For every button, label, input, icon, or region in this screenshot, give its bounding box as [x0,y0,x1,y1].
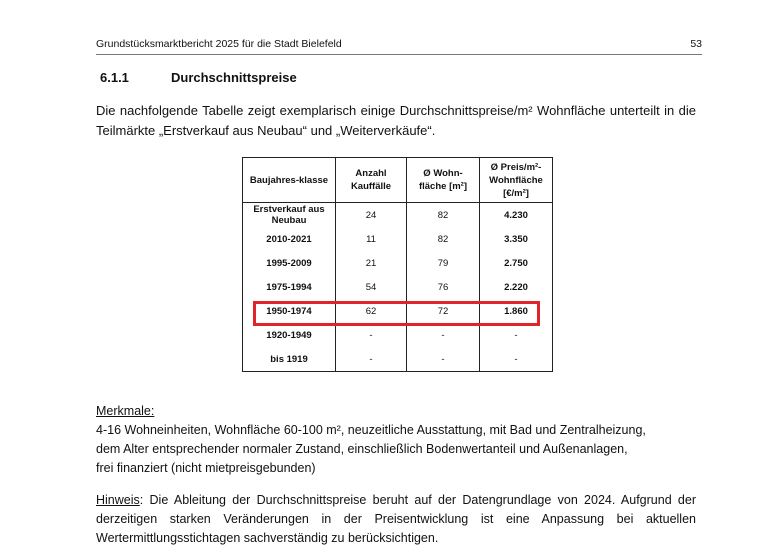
table-cell: 1.860 [480,299,553,323]
header-cell-anzahl: Anzahl Kauffälle [336,158,407,203]
section-heading [100,70,297,85]
table-header-row [243,158,553,203]
header-cell-wohnflaeche: Ø Wohn-fläche [m²] [407,158,480,203]
note-label: Hinweis [96,493,140,507]
table-cell: bis 1919 [243,347,336,372]
table-cell: 1950-1974 [243,299,336,323]
table-cell: 2.750 [480,251,553,275]
table-cell: 54 [336,275,407,299]
table-row [243,323,553,347]
table-cell: - [407,347,480,372]
price-table-container [242,157,553,372]
table-cell: - [336,347,407,372]
table-cell: 79 [407,251,480,275]
table-row [243,275,553,299]
table-cell: 11 [336,227,407,251]
features-line: frei finanziert (nicht mietpreisgebunden) [96,461,316,475]
table-row [243,347,553,372]
page-header [96,38,702,55]
intro-paragraph: Die nachfolgende Tabelle zeigt exemplarisch einige Durchschnittspreise/m² Wohnfläche unterteilt in die Teilmärkte „Erstverkauf aus Neubau“ und „Weiterverkäufe“. [96,103,696,138]
page-number: 53 [690,38,702,50]
features-block [96,402,716,478]
section-number: 6.1.1 [100,70,129,85]
features-line: dem Alter entsprechender normaler Zustand, einschließlich Bodenwertanteil und Außenanlagen, [96,442,628,456]
note-paragraph [96,491,696,548]
table-cell: 2010-2021 [243,227,336,251]
table-cell: 72 [407,299,480,323]
price-table [242,157,553,372]
table-cell: - [407,323,480,347]
table-cell: Erstverkauf aus Neubau [243,203,336,228]
table-cell: 76 [407,275,480,299]
header-title: Grundstücksmarktbericht 2025 für die Stadt Bielefeld [96,38,342,50]
table-row [243,203,553,228]
table-cell: - [480,323,553,347]
table-cell: 2.220 [480,275,553,299]
table-row [243,251,553,275]
section-title: Durchschnittspreise [171,70,297,85]
table-cell: 3.350 [480,227,553,251]
table-cell: 82 [407,227,480,251]
table-row [243,227,553,251]
header-cell-baujahresklasse: Baujahres-klasse [243,158,336,203]
table-cell: - [480,347,553,372]
features-label: Merkmale: [96,404,155,418]
note-text: : Die Ableitung der Durchschnittspreise beruht auf der Datengrundlage von 2024. Aufgrund der derzeitigen starken Veränderungen in der Preisentwicklung ist eine Anpassung bei aktuellen Wertermittlungsstichtagen sachverständig zu berücksichtigen. [96,493,696,545]
table-cell: 24 [336,203,407,228]
table-cell: 4.230 [480,203,553,228]
table-cell: 1920-1949 [243,323,336,347]
table-cell: 82 [407,203,480,228]
table-cell: 1975-1994 [243,275,336,299]
table-cell: 1995-2009 [243,251,336,275]
table-cell: 21 [336,251,407,275]
features-line: 4-16 Wohneinheiten, Wohnfläche 60-100 m², neuzeitliche Ausstattung, mit Bad und Zentralheizung, [96,423,646,437]
row-highlight-box [253,301,540,326]
header-cell-preis: Ø Preis/m²-Wohnfläche [€/m²] [480,158,553,203]
table-cell: - [336,323,407,347]
table-cell: 62 [336,299,407,323]
